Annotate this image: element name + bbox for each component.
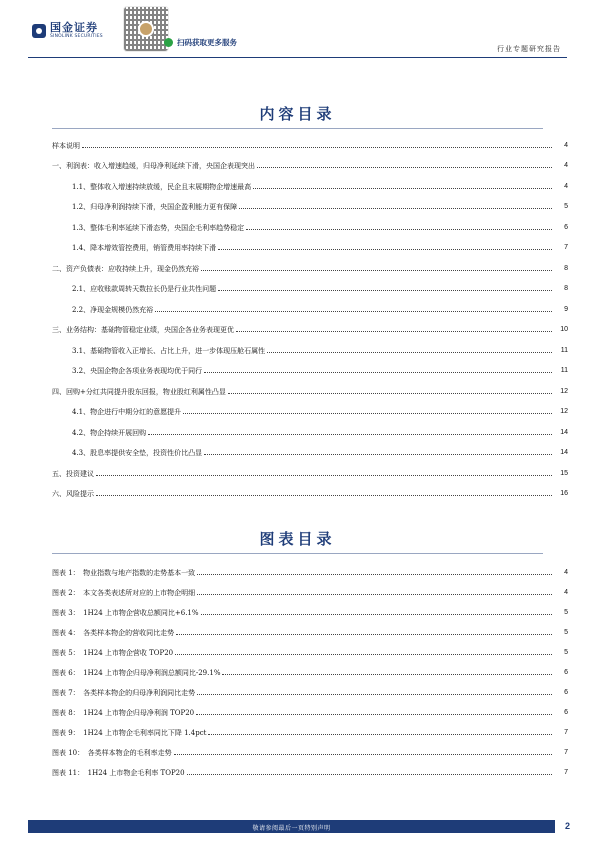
figure-list-title: 图表目录: [259, 530, 336, 548]
toc-entry[interactable]: 1.1、整体收入增速持续放缓，民企且末展期物企增速最高 4: [72, 183, 568, 191]
toc-entry[interactable]: 1.2、归母净利润持续下滑，央国企盈利能力更有保障 5: [72, 203, 568, 211]
toc-entry[interactable]: 五、投资建议 15: [52, 470, 568, 478]
footer-disclaimer: 敬请参阅最后一页特别声明: [252, 825, 331, 832]
figure-entry[interactable]: 图表 11： 1H24 上市物企毛利率 TOP20 7: [52, 769, 568, 777]
toc-entry[interactable]: 1.3、整体毛利率延续下滑态势，央国企毛利率趋势稳定 6: [72, 224, 568, 232]
figure-entry[interactable]: 图表 10： 各类样本物企的毛利率走势 7: [52, 749, 568, 757]
toc-entry[interactable]: 二、资产负债表：应收持续上升，现金仍然充裕 8: [52, 265, 568, 273]
toc-entry[interactable]: 2.2、净现金规模仍然充裕 9: [72, 306, 568, 314]
footer-bar: [28, 820, 555, 833]
figure-entry[interactable]: 图表 5： 1H24 上市物企营收 TOP20 5: [52, 649, 568, 657]
figure-entry[interactable]: 图表 2： 本文各类表述所对应的上市物企明细 4: [52, 589, 568, 597]
wechat-badge-icon: [164, 38, 173, 47]
report-type: 行业专题研究报告: [497, 45, 561, 53]
toc-entry[interactable]: 四、回购+分红共同提升股东回报，物业股红利属性凸显 12: [52, 388, 568, 396]
logo-en: SINOLINK SECURITIES: [50, 34, 103, 39]
toc-entry[interactable]: 样本说明 4: [52, 142, 568, 150]
qr-center-logo-icon: [138, 21, 154, 37]
figure-list-rule: [52, 553, 543, 554]
toc-entry[interactable]: 3.2、央国企物企各项业务表现均优于同行 11: [72, 367, 568, 375]
figure-entry[interactable]: 图表 9： 1H24 上市物企毛利率同比下降 1.4pct 7: [52, 729, 568, 737]
logo-cn: 国金证券: [50, 21, 98, 34]
toc-entry[interactable]: 1.4、降本增效管控费用，销管费用率持续下滑 7: [72, 244, 568, 252]
figure-entry[interactable]: 图表 8： 1H24 上市物企归母净利润 TOP20 6: [52, 709, 568, 717]
toc-entry[interactable]: 4.2、物企持续开展回购 14: [72, 429, 568, 437]
logo-mark-icon: [32, 24, 46, 38]
toc-entry[interactable]: 六、风险提示 16: [52, 490, 568, 498]
scan-text: 扫码获取更多服务: [177, 38, 237, 47]
figure-entry[interactable]: 图表 3： 1H24 上市物企营收总额同比+6.1% 5: [52, 609, 568, 617]
toc-entry[interactable]: 一、利润表：收入增速趋缓，归母净利延续下滑，央国企表现突出 4: [52, 162, 568, 170]
page-header: [0, 0, 595, 62]
toc-entry[interactable]: 4.3、股息率提供安全垫，投资性价比凸显 14: [72, 449, 568, 457]
figure-entry[interactable]: 图表 7： 各类样本物企的归母净利润同比走势 6: [52, 689, 568, 697]
toc-title: 内容目录: [259, 105, 336, 123]
company-logo: [32, 22, 103, 40]
toc-entry[interactable]: 3.1、基础物管收入正增长、占比上升，进一步体现压舱石属性 11: [72, 347, 568, 355]
header-divider: [28, 57, 567, 58]
figure-entry[interactable]: 图表 4： 各类样本物企的营收同比走势 5: [52, 629, 568, 637]
figure-entry[interactable]: 图表 1： 物业指数与地产指数的走势基本一致 4: [52, 569, 568, 577]
figure-entry[interactable]: 图表 6： 1H24 上市物企归母净利润总额同比-29.1% 6: [52, 669, 568, 677]
toc-entry[interactable]: 4.1、物企进行中期分红的意愿提升 12: [72, 408, 568, 416]
toc-entry[interactable]: 2.1、应收账款周转天数拉长仍是行业共性问题 8: [72, 285, 568, 293]
toc-rule: [52, 128, 543, 129]
page-number: 2: [564, 821, 570, 831]
toc-entry[interactable]: 三、业务结构：基础物管稳定业绩，央国企各业务表现更优 10: [52, 326, 568, 334]
